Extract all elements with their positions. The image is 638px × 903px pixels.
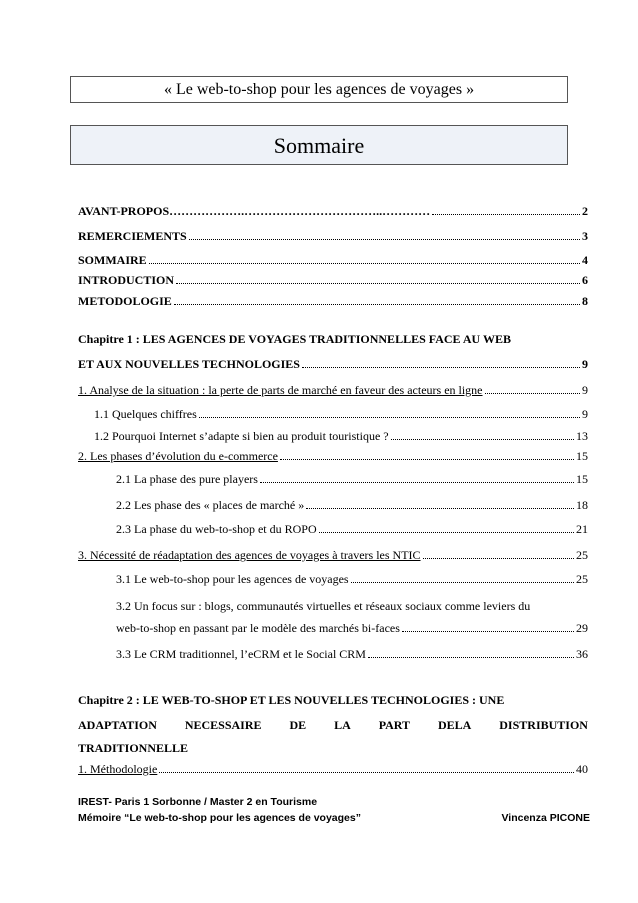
chapter-1-heading: Chapitre 1 : LES AGENCES DE VOYAGES TRADITIONNELLES FACE AU WEB [78, 332, 511, 346]
document-title-box [70, 76, 568, 103]
chapter-2-heading-line3: TRADITIONNELLE [78, 741, 189, 755]
footer-thesis-title: Mémoire “Le web-to-shop pour les agences de voyages” [78, 812, 361, 824]
toc-entry-3-necessite[interactable]: 3. Nécessité de réadaptation des agences de voyages à travers les NTIC 25 [78, 548, 588, 562]
toc-entry-3-3[interactable]: 3.3 Le CRM traditionnel, l’eCRM et le Social CRM 36 [116, 647, 588, 661]
toc-entry-avant-propos: AVANT-PROPOS……………….……………………………..………… 2 [78, 204, 588, 218]
section-title-box [70, 125, 568, 165]
chapter-1-heading-line2: ET AUX NOUVELLES TECHNOLOGIES 9 [78, 357, 588, 371]
toc-entry-2-3[interactable]: 2.3 La phase du web-to-shop et du ROPO 21 [116, 522, 588, 536]
toc-entry-3-1[interactable]: 3.1 Le web-to-shop pour les agences de voyages 25 [116, 572, 588, 586]
toc-entry-1-1[interactable]: 1.1 Quelques chiffres 9 [94, 407, 588, 421]
footer-institution: IREST- Paris 1 Sorbonne / Master 2 en Tourisme [78, 796, 318, 808]
toc-entry-3-2-line1[interactable]: 3.2 Un focus sur : blogs, communautés virtuelles et réseaux sociaux comme leviers du [116, 599, 531, 613]
footer-author: Vincenza PICONE [501, 812, 590, 824]
chapter-2-heading: Chapitre 2 : LE WEB-TO-SHOP ET LES NOUVELLES TECHNOLOGIES : UNE [78, 693, 505, 707]
toc-entry-metodologie: METODOLOGIE 8 [78, 294, 588, 308]
toc-entry-ch2-1-methodologie[interactable]: 1. Méthodologie 40 [78, 762, 588, 776]
toc-entry-2-phases[interactable]: 2. Les phases d’évolution du e-commerce 15 [78, 449, 588, 463]
toc-entry-sommaire: SOMMAIRE 4 [78, 253, 588, 267]
toc-entry-remerciements: REMERCIEMENTS 3 [78, 229, 588, 243]
toc-entry-1-analyse[interactable]: 1. Analyse de la situation : la perte de parts de marché en faveur des acteurs en ligne 9 [78, 383, 588, 397]
page-footer [78, 795, 590, 825]
toc-entry-introduction: INTRODUCTION 6 [78, 273, 588, 287]
document-title: « Le web-to-shop pour les agences de voyages » [163, 81, 475, 98]
chapter-2-heading-line2: ADAPTATION NECESSAIRE DE LA PART DELA DISTRIBUTION [78, 718, 588, 732]
section-title: Sommaire [273, 133, 365, 158]
toc-entry-2-1[interactable]: 2.1 La phase des pure players 15 [116, 472, 588, 486]
toc-entry-2-2[interactable]: 2.2 Les phase des « places de marché » 18 [116, 498, 588, 512]
toc-entry-1-2[interactable]: 1.2 Pourquoi Internet s’adapte si bien au produit touristique ? 13 [94, 429, 588, 443]
toc-entry-3-2[interactable]: web-to-shop en passant par le modèle des marchés bi-faces 29 [116, 621, 588, 635]
